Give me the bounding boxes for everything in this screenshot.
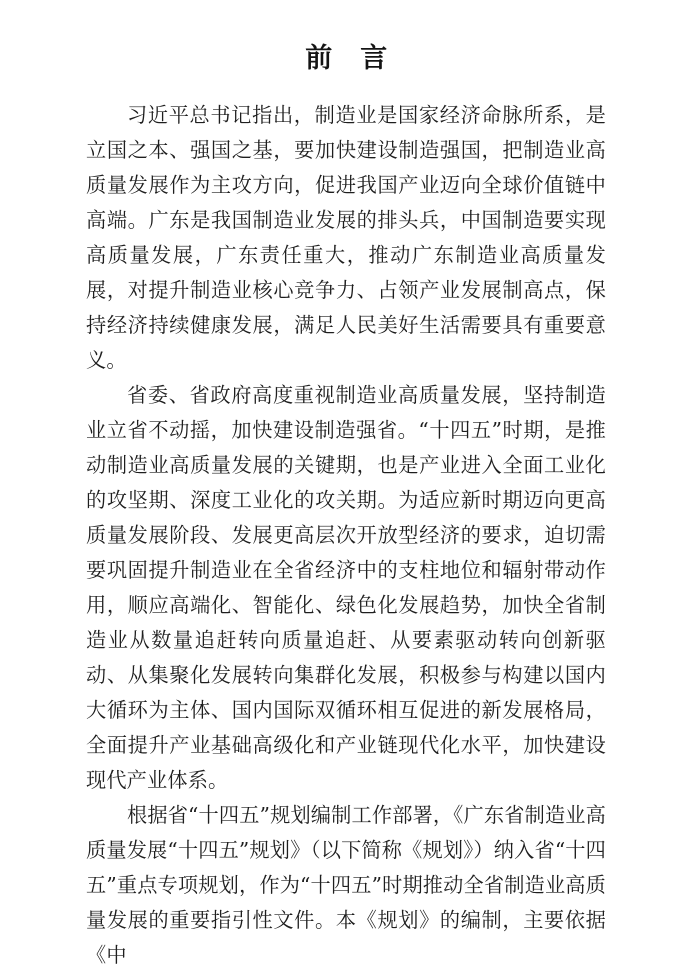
paragraph-3: 根据省“十四五”规划编制工作部署，《广东省制造业高质量发展“十四五”规划》（以下简称《规划》）纳入省“十四五”重点专项规划，作为“十四五”时期推动全省制造业高质量发展的重要指引性文件。本《规划》的编制，主要依据《中 [86,803,606,967]
paragraph-1: 习近平总书记指出，制造业是国家经济命脉所系，是立国之本、强国之基，要加快建设制造强国，把制造业高质量发展作为主攻方向，促进我国产业迈向全球价值链中高端。广东是我国制造业发展的排头兵，中国制造要实现高质量发展，广东责任重大，推动广东制造业高质量发展，对提升制造业核心竞争力、占领产业发展制高点，保持经济持续健康发展，满足人民美好生活需要具有重要意义。 [86,103,606,372]
body-text-block [86,98,606,973]
paragraph-2: 省委、省政府高度重视制造业高质量发展，坚持制造业立省不动摇，加快建设制造强省。“十四五”时期，是推动制造业高质量发展的关键期，也是产业进入全面工业化的攻坚期、深度工业化的攻关期。为适应新时期迈向更高质量发展阶段、发展更高层次开放型经济的要求，迫切需要巩固提升制造业在全省经济中的支柱地位和辐射带动作用，顺应高端化、智能化、绿色化发展趋势，加快全省制造业从数量追赶转向质量追赶、从要素驱动转向创新驱动、从集聚化发展转向集群化发展，积极参与构建以国内大循环为主体、国内国际双循环相互促进的新发展格局，全面提升产业基础高级化和产业链现代化水平，加快建设现代产业体系。 [86,383,606,792]
page-title: 前 言 [305,43,388,75]
